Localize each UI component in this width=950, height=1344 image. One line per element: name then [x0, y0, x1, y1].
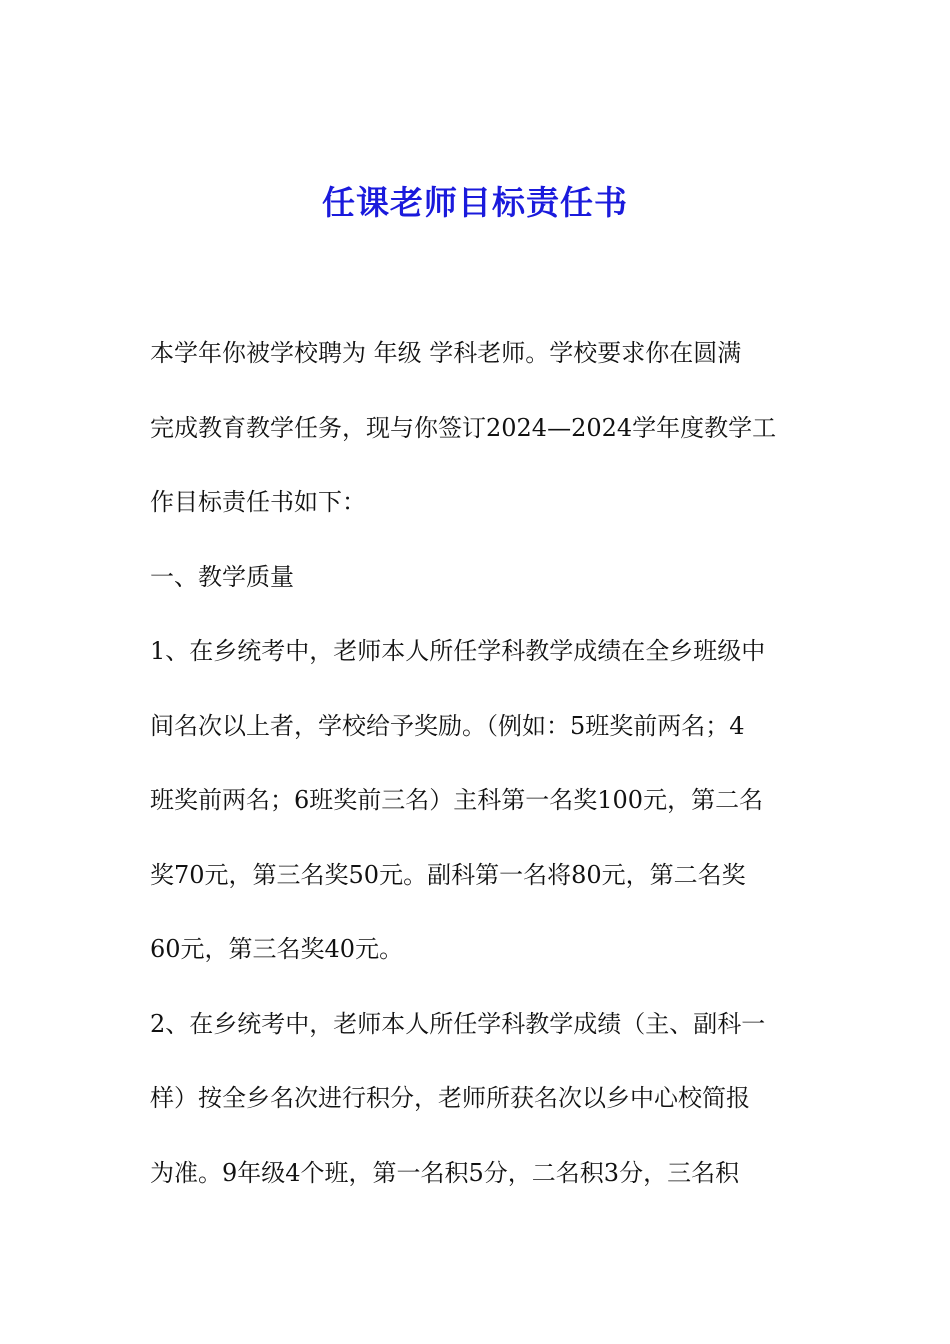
paragraph-line: 作目标责任书如下： — [150, 488, 366, 516]
document-body — [150, 328, 810, 1222]
paragraph-line: 2、在乡统考中，老师本人所任学科教学成绩（主、副科一 — [150, 1009, 766, 1038]
paragraph-line: 1、在乡统考中，老师本人所任学科教学成绩在全乡班级中 — [150, 637, 766, 665]
paragraph-line: 间名次以上者，学校给予奖励。（例如：5班奖前两名；4 — [150, 711, 745, 740]
document-title: 任课老师目标责任书 — [322, 183, 628, 222]
paragraph-line: 奖70元，第三名奖50元。副科第一名将80元，第二名奖 — [150, 860, 746, 889]
section-heading: 一、教学质量 — [150, 562, 294, 591]
paragraph-line: 样）按全乡名次进行积分，老师所获名次以乡中心校简报 — [150, 1084, 750, 1112]
paragraph-line: 完成教育教学任务，现与你签订2024—2024学年度教学工 — [150, 413, 777, 442]
paragraph-line: 为准。9年级4个班，第一名积5分，二名积3分，三名积 — [150, 1158, 740, 1187]
paragraph-line: 60元，第三名奖40元。 — [150, 935, 404, 963]
paragraph-line: 本学年你被学校聘为 年级 学科老师。学校要求你在圆满 — [150, 339, 742, 367]
paragraph-line: 班奖前两名；6班奖前三名）主科第一名奖100元，第二名 — [150, 786, 764, 814]
